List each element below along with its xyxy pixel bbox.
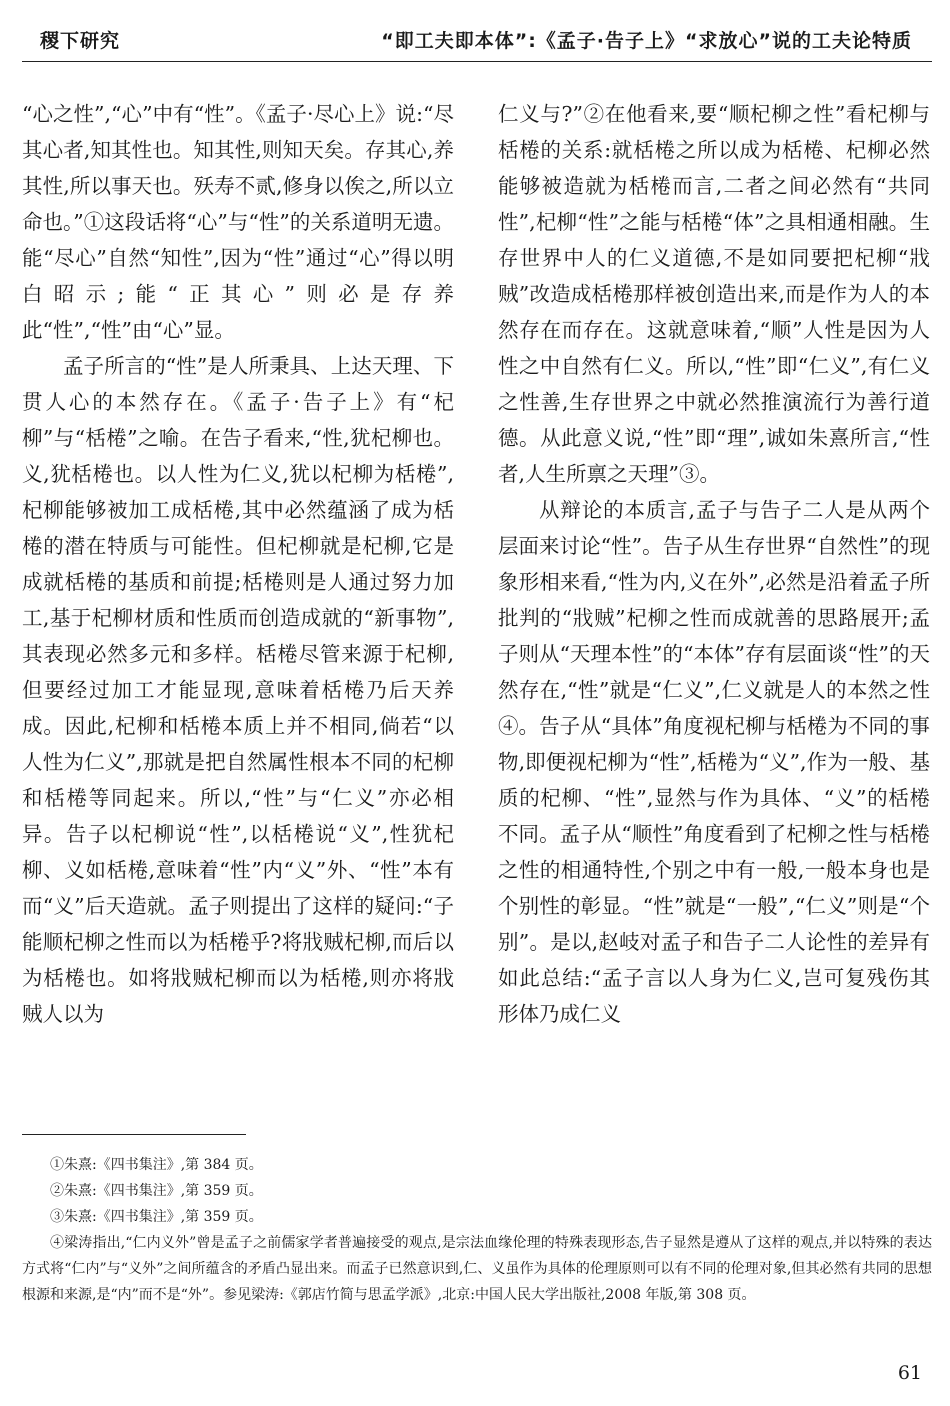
- left-paragraph-1: “心之性”,“心”中有“性”。《孟子·尽心上》说:“尽其心者,知其性也。知其性,则知天矣。存其心,养其性,所以事天也。殀寿不贰,修身以俟之,所以立命也。”①这段话将“心”与“性”的关系道明无遗。能“尽心”自然“知性”,因为“性”通过“心”得以明白昭示;能“正其心”则必是存养此“性”,“性”由“心”显。: [22, 102, 454, 342]
- right-paragraph-2: 从辩论的本质言,孟子与告子二人是从两个层面来讨论“性”。告子从生存世界“自然性”的现象形相来看,“性为内,义在外”,必然是沿着孟子所批判的“戕贼”杞柳之性而成就善的思路展开;孟子则从“天理本性”的“本体”存有层面谈“性”的天然存在,“性”就是“仁义”,仁义就是人的本然之性④。告子从“具体”角度视杞柳与栝棬为不同的事物,即便视杞柳为“性”,栝棬为“义”,作为一般、基质的杞柳、“性”,显然与作为具体、“义”的栝棬不同。孟子从“顺性”角度看到了杞柳之性与栝棬之性的相通特性,个别之中有一般,一般本身也是个别性的彰显。“性”就是“一般”,“仁义”则是“个别”。是以,赵岐对孟子和告子二人论性的差异有如此总结:“孟子言以人身为仁义,岂可复残伤其形体乃成仁义: [498, 498, 930, 1026]
- footnote-4: ④梁涛指出,“仁内义外”曾是孟子之前儒家学者普遍接受的观点,是宗法血缘伦理的特殊表现形态,告子显然是遵从了这样的观点,并以特殊的表达方式将“仁内”与“义外”之间所蕴含的矛盾凸显出来。而孟子已然意识到,仁、义虽作为具体的伦理原则可以有不同的伦理对象,但其必然有共同的思想根源和来源,是“内”而不是“外”。参见梁涛:《郭店竹简与思孟学派》,北京:中国人民大学出版社,2008 年版,第 308 页。: [22, 1235, 932, 1303]
- page-number: 61: [897, 1362, 922, 1384]
- footnote-3: ③朱熹:《四书集注》,第 359 页。: [50, 1209, 263, 1225]
- article-title: “即工夫即本体”:《孟子·告子上》“求放心”说的工夫论特质: [381, 30, 912, 52]
- header-divider: [22, 61, 932, 62]
- right-column: [498, 96, 930, 1032]
- left-paragraph-2: 孟子所言的“性”是人所秉具、上达天理、下贯人心的本然存在。《孟子·告子上》有“杞柳”与“栝棬”之喻。在告子看来,“性,犹杞柳也。义,犹栝棬也。以人性为仁义,犹以杞柳为栝棬”,杞柳能够被加工成栝棬,其中必然蕴涵了成为栝棬的潜在特质与可能性。但杞柳就是杞柳,它是成就栝棬的基质和前提;栝棬则是人通过努力加工,基于杞柳材质和性质而创造成就的“新事物”,其表现必然多元和多样。栝棬尽管来源于杞柳,但要经过加工才能显现,意味着栝棬乃后天养成。因此,杞柳和栝棬本质上并不相同,倘若“以人性为仁义”,那就是把自然属性根本不同的杞柳和栝棬等同起来。所以,“性”与“仁义”亦必相异。告子以杞柳说“性”,以栝棬说“义”,性犹杞柳、义如栝棬,意味着“性”内“义”外、“性”本有而“义”后天造就。孟子则提出了这样的疑问:“子能顺杞柳之性而以为栝棬乎?将戕贼杞柳,而后以为栝棬也。如将戕贼杞柳而以为栝棬,则亦将戕贼人以为: [22, 354, 454, 1026]
- journal-name: 稷下研究: [40, 30, 121, 52]
- footnote-divider: [22, 1134, 246, 1135]
- footnote-2: ②朱熹:《四书集注》,第 359 页。: [50, 1183, 263, 1199]
- right-paragraph-1: 仁义与?”②在他看来,要“顺杞柳之性”看杞柳与栝棬的关系:就栝棬之所以成为栝棬、杞柳必然能够被造就为栝棬而言,二者之间必然有“共同性”,杞柳“性”之能与栝棬“体”之具相通相融。生存世界中人的仁义道德,不是如同要把杞柳“戕贼”改造成栝棬那样被创造出来,而是作为人的本然存在而存在。这就意味着,“顺”人性是因为人性之中自然有仁义。所以,“性”即“仁义”,有仁义之性善,生存世界之中就必然推演流行为善行道德。从此意义说,“性”即“理”,诚如朱熹所言,“性者,人生所禀之天理”③。: [498, 102, 930, 486]
- footnotes: [22, 1152, 932, 1308]
- running-header: [22, 26, 932, 56]
- footnote-1: ①朱熹:《四书集注》,第 384 页。: [50, 1157, 263, 1173]
- left-column: [22, 96, 454, 1032]
